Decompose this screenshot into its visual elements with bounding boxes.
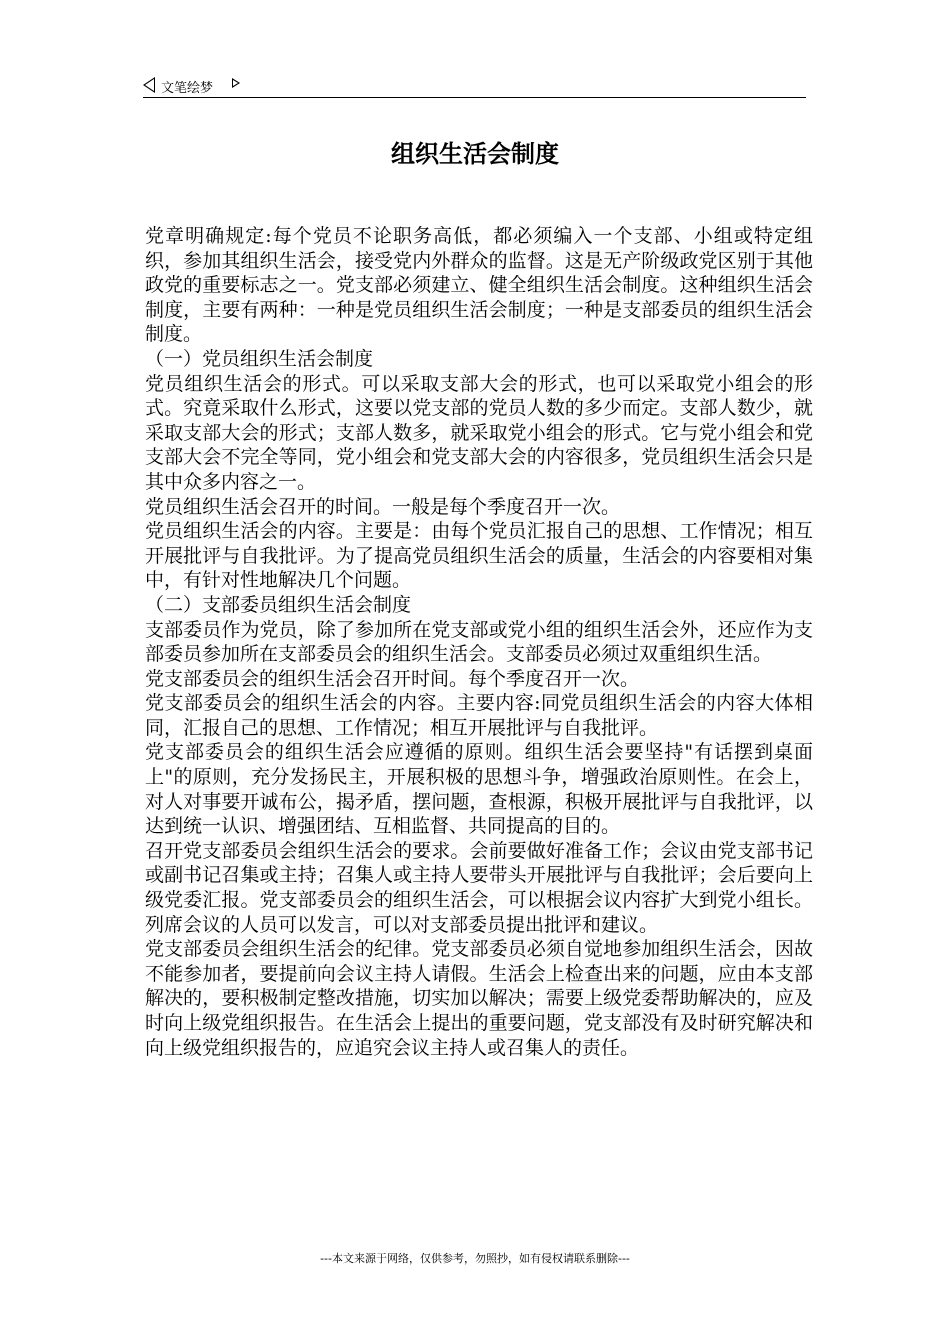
document-body [145,224,813,1060]
section-heading: （二）支部委员组织生活会制度 [145,593,412,616]
triangle-right-icon [232,78,240,88]
paragraph: 党员组织生活会召开的时间。一般是每个季度召开一次。 [145,495,621,518]
paragraph: 党支部委员会组织生活会的纪律。党支部委员必须自觉地参加组织生活会，因故不能参加者，要提前向会议主持人请假。生活会上检查出来的问题，应由本支部解决的，要积极制定整改措施，切实加以解决；需要上级党委帮助解决的，应及时向上级党组织报告。在生活会上提出的重要问题，党支部没有及时研究解决和向上级党组织报告的，应追究会议主持人或召集人的责任。 [145,938,813,1059]
section-heading: （一）党员组织生活会制度 [145,347,374,370]
paragraph: 党章明确规定:每个党员不论职务高低，都必须编入一个支部、小组或特定组织，参加其组织生活会，接受党内外群众的监督。这是无产阶级政党区别于其他政党的重要标志之一。党支部必须建立、健全组织生活会制度。这种组织生活会制度，主要有两种：一种是党员组织生活会制度；一种是支部委员的组织生活会制度。 [145,225,813,346]
header-divider [143,97,806,98]
header-brand: 文笔绘梦 [161,81,214,96]
page-header [143,74,806,98]
paragraph: 党员组织生活会的形式。可以采取支部大会的形式，也可以采取党小组会的形式。究竟采取什么形式，这要以党支部的党员人数的多少而定。支部人数少，就采取支部大会的形式；支部人数多，就采取党小组会的形式。它与党小组会和党支部大会不完全等同，党小组会和党支部大会的内容很多，党员组织生活会只是其中众多内容之一。 [145,372,813,493]
footer-notice: ---本文来源于网络，仅供参考，勿照抄，如有侵权请联系删除--- [320,1252,630,1265]
paragraph: 党支部委员会的组织生活会应遵循的原则。组织生活会要坚持"有话摆到桌面上"的原则，充分发扬民主，开展积极的思想斗争，增强政治原则性。在会上，对人对事要开诚布公，揭矛盾，摆问题，查根源，积极开展批评与自我批评，以达到统一认识、增强团结、互相监督、共同提高的目的。 [145,741,813,838]
paragraph: 党支部委员会的组织生活会的内容。主要内容:同党员组织生活会的内容大体相同，汇报自己的思想、工作情况；相互开展批评与自我批评。 [145,692,813,739]
paragraph: 支部委员作为党员，除了参加所在党支部或党小组的组织生活会外，还应作为支部委员参加所在支部委员会的组织生活会。支部委员必须过双重组织生活。 [145,618,813,666]
paragraph: 党员组织生活会的内容。主要是：由每个党员汇报自己的思想、工作情况；相互开展批评与自我批评。为了提高党员组织生活会的质量，生活会的内容要相对集中，有针对性地解决几个问题。 [145,520,813,592]
document-title: 组织生活会制度 [391,140,559,168]
triangle-left-icon [143,77,155,93]
paragraph: 党支部委员会的组织生活会召开时间。每个季度召开一次。 [145,667,640,690]
paragraph: 召开党支部委员会组织生活会的要求。会前要做好准备工作；会议由党支部书记或副书记召集或主持；召集人或主持人要带头开展批评与自我批评；会后要向上级党委汇报。党支部委员会的组织生活会，可以根据会议内容扩大到党小组长。列席会议的人员可以发言，可以对支部委员提出批评和建议。 [145,839,813,936]
